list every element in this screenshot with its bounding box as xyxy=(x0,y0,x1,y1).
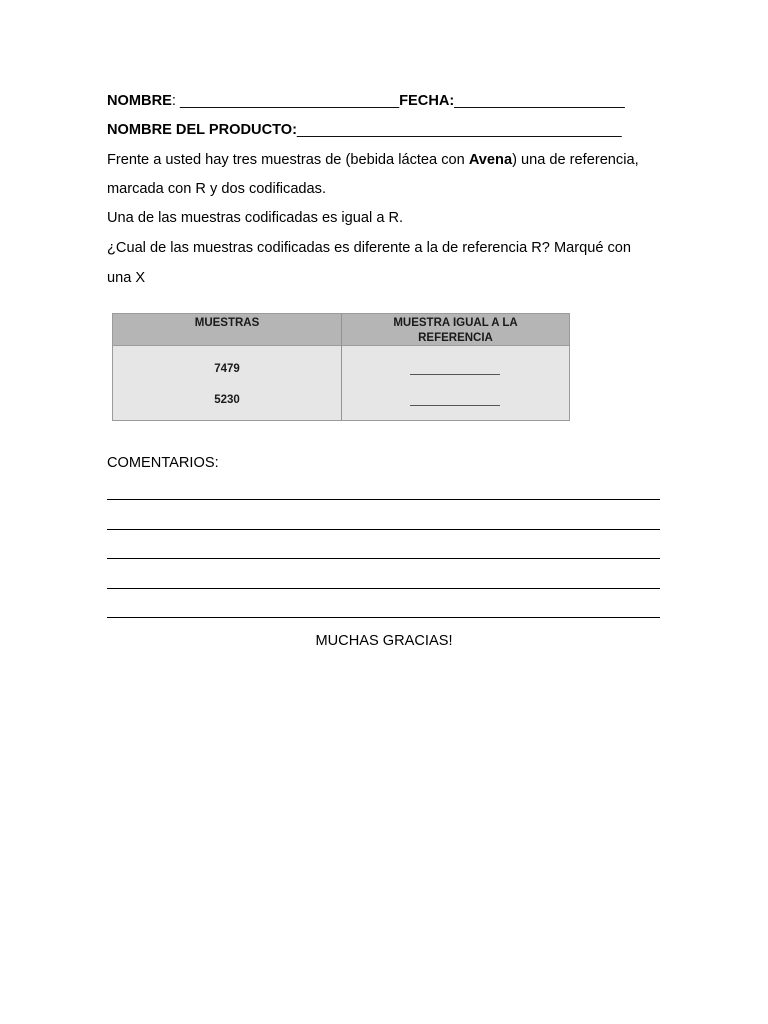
comments-label: COMENTARIOS: xyxy=(107,455,219,471)
fecha-blank: _____________________ xyxy=(454,93,625,109)
header-muestra-igual-line2: REFERENCIA xyxy=(418,332,493,344)
instruction-line-5: una X xyxy=(107,270,146,286)
form-header-nombre xyxy=(107,91,625,111)
producto-label: NOMBRE DEL PRODUCTO: xyxy=(107,122,297,138)
form-header-producto xyxy=(107,120,622,140)
instruction-line-1 xyxy=(107,150,639,170)
comment-line-2[interactable] xyxy=(107,529,660,530)
comment-line-3[interactable] xyxy=(107,558,660,559)
header-muestra-igual-line1: MUESTRA IGUAL A LA xyxy=(393,317,518,329)
avena-bold: Avena xyxy=(468,152,513,168)
comment-line-4[interactable] xyxy=(107,588,660,589)
nombre-label: NOMBRE xyxy=(107,93,172,109)
thanks-message: MUCHAS GRACIAS! xyxy=(315,633,453,649)
header-muestras: MUESTRAS xyxy=(194,317,260,329)
mark-blank-5230[interactable] xyxy=(410,405,500,406)
instruction-line-3: Una de las muestras codificadas es igual a R. xyxy=(107,210,404,226)
sample-code-5230: 5230 xyxy=(214,394,240,406)
fecha-label: FECHA: xyxy=(399,93,455,109)
instruction-line-2: marcada con R y dos codificadas. xyxy=(107,181,327,197)
samples-table xyxy=(112,313,570,421)
sample-code-7479: 7479 xyxy=(214,363,240,375)
instruction-text: Frente a usted hay tres muestras de (bebida láctea con xyxy=(107,152,469,168)
producto-blank: ________________________________________ xyxy=(297,122,622,138)
instruction-text: ) una de referencia, xyxy=(512,152,639,168)
comment-line-5[interactable] xyxy=(107,617,660,618)
instruction-line-4: ¿Cual de las muestras codificadas es diferente a la de referencia R? Marqué con xyxy=(107,240,632,256)
mark-blank-7479[interactable] xyxy=(410,374,500,375)
nombre-blank: : ___________________________ xyxy=(171,93,400,109)
comment-line-1[interactable] xyxy=(107,499,660,500)
